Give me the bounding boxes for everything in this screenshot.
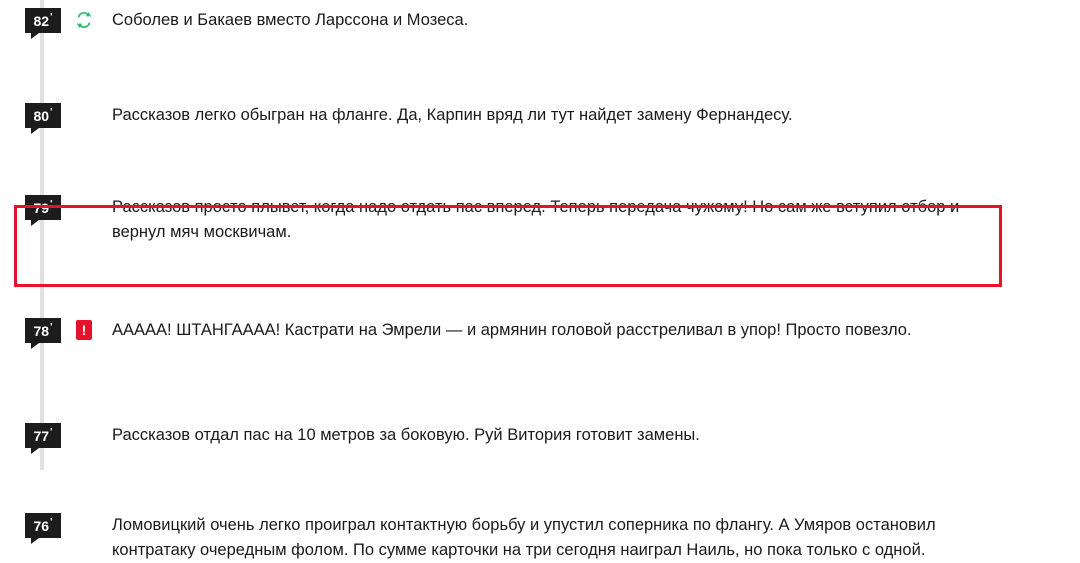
minute-value: 77 [33, 427, 50, 444]
minute-badge [25, 318, 61, 343]
minute-value: 79 [33, 199, 50, 216]
event-icon-slot [72, 8, 96, 32]
minute-value: 82 [33, 12, 50, 29]
minute-tick: ' [50, 107, 53, 118]
minute-badge [25, 8, 61, 33]
entry-text: Рассказов отдал пас на 10 метров за боковую. Руй Витория готовит замены. [112, 426, 700, 444]
entry-text: Рассказов просто плывет, когда надо отдать пас вперед. Теперь передача чужому! Но сам же вступил отбор и вернул мяч москвичам. [112, 198, 960, 241]
minute-value: 76 [33, 517, 50, 534]
minute-tick: ' [50, 517, 53, 528]
feed-entry[interactable] [0, 423, 1080, 448]
minute-tick: ' [50, 199, 53, 210]
substitution-icon [75, 11, 93, 29]
minute-tick: ' [50, 12, 53, 23]
entry-text: Ломовицкий очень легко проиграл контактную борьбу и упустил соперника по флангу. А Умяров остановил контратаку очередным фолом. По сумме карточки на три сегодня наиграл Наиль, но пока только с одной. [112, 516, 936, 559]
feed-entry[interactable] [0, 103, 1080, 128]
entry-text: Соболев и Бакаев вместо Ларссона и Мозеса. [112, 11, 469, 29]
minute-badge [25, 513, 61, 538]
feed-entry[interactable] [0, 195, 1080, 245]
feed-entry[interactable] [0, 513, 1080, 563]
entry-text: Рассказов легко обыгран на фланге. Да, Карпин вряд ли тут найдет замену Фернандесу. [112, 106, 793, 124]
red-card-icon: ! [76, 320, 92, 340]
minute-badge [25, 195, 61, 220]
minute-badge [25, 103, 61, 128]
feed-entry-highlighted[interactable] [0, 318, 1080, 343]
feed-entry[interactable] [0, 8, 1080, 33]
minute-value: 80 [33, 107, 50, 124]
event-icon-slot [72, 318, 96, 342]
entry-text: ААААА! ШТАНГАААА! Кастрати на Эмрели — и армянин головой расстреливал в упор! Просто повезло. [112, 321, 912, 339]
minute-tick: ' [50, 322, 53, 333]
minute-badge [25, 423, 61, 448]
minute-tick: ' [50, 427, 53, 438]
minute-value: 78 [33, 322, 50, 339]
